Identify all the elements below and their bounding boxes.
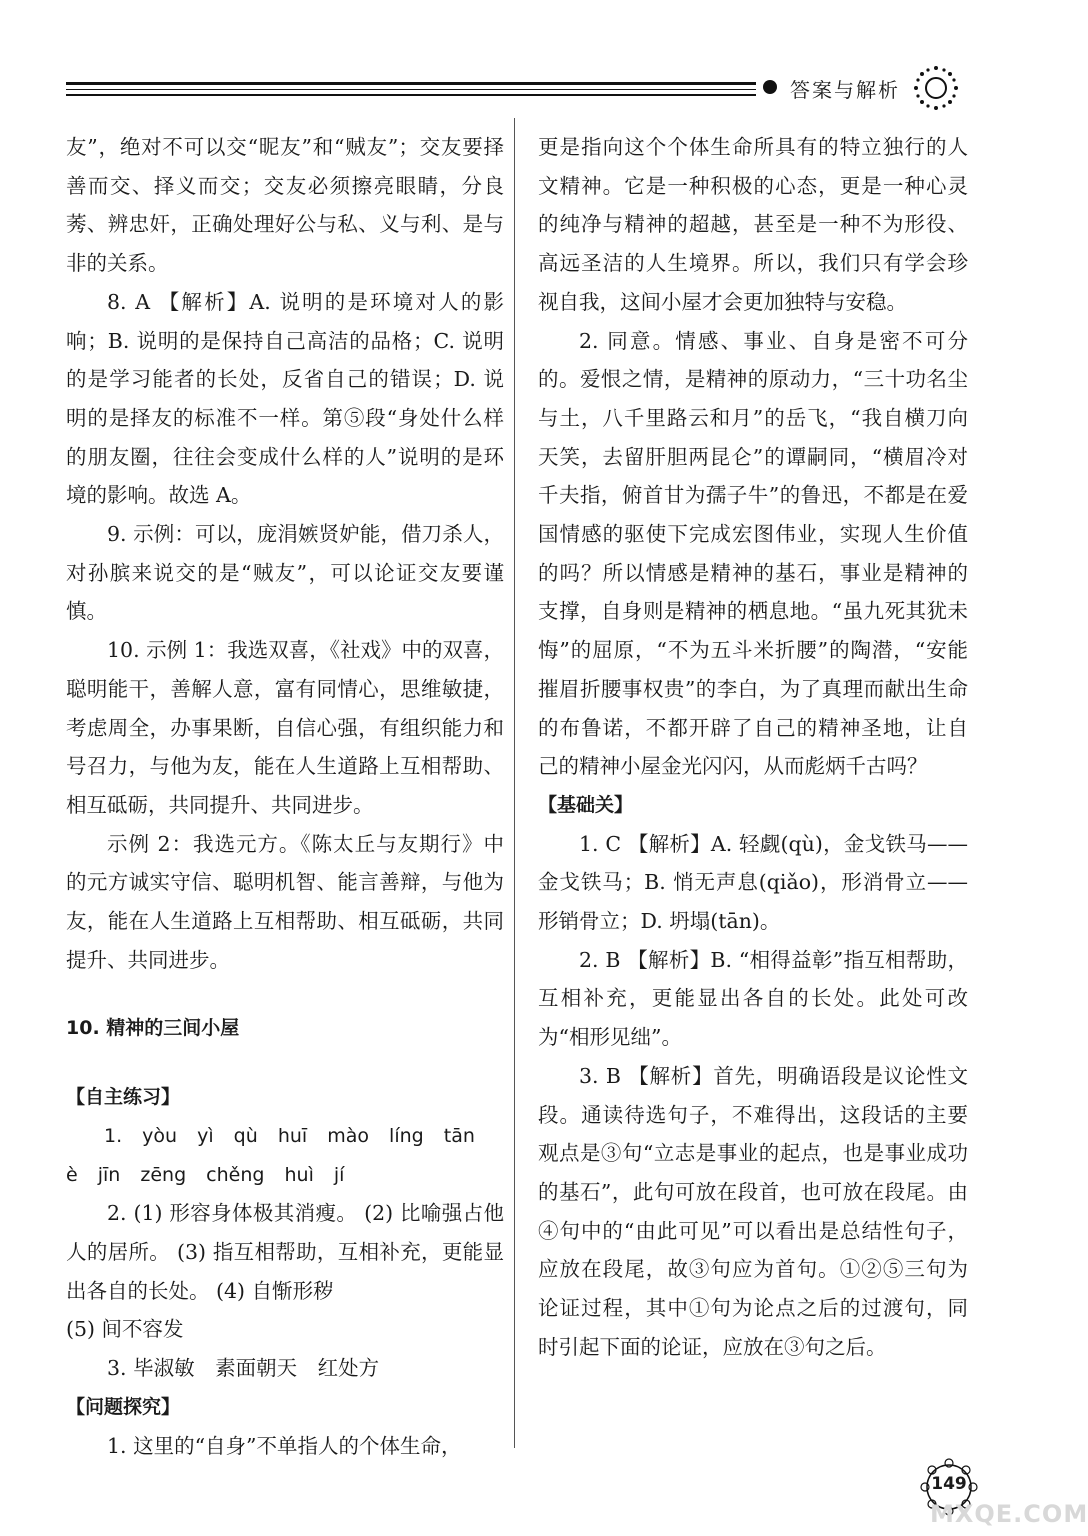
answer-9: 9. 示例：可以，庞涓嫉贤妒能，借刀杀人，对孙膑来说交的是“贼友”，可以论证交友要谨慎。 bbox=[66, 522, 504, 624]
basics-answer-1: 1. C 【解析】A. 轻觑(qù)，金戈铁马——金戈铁马；B. 悄无声息(qiǎo)，形消骨立——形销骨立；D. 坍塌(tān)。 bbox=[538, 831, 968, 934]
header-rule-bottom bbox=[66, 94, 756, 96]
answer-2-definitions: 2. (1) 形容身体极其消瘦。 (2) 比喻强占他人的居所。 (3) 指互相帮助，互相补充，更能显出各自的长处。 (4) 自惭形秽 bbox=[66, 1201, 504, 1303]
pinyin-line-1: 1. yòu yì qù huī mào líng tān bbox=[104, 1124, 475, 1147]
answer-10-example-2: 示例 2：我选元方。《陈太丘与友期行》中的元方诚实守信、聪明机智、能言善辩，与他为友，能在人生道路上互相帮助、相互砥砺，共同提升、共同进步。 bbox=[66, 831, 504, 972]
section-title: 10. 精神的三间小屋 bbox=[66, 1017, 240, 1040]
header-rule-top bbox=[66, 82, 756, 85]
answer-2-item-5: (5) 间不容发 bbox=[66, 1317, 184, 1342]
pinyin-line-2: è jīn zēng chěng huì jí bbox=[66, 1163, 345, 1186]
sunburst-ornament-icon bbox=[910, 62, 962, 114]
answer-10-example-1: 10. 示例 1：我选双喜，《社戏》中的双喜，聪明能干，善解人意，富有同情心，思维敏捷，考虑周全，办事果断，自信心强，有组织能力和号召力，与他为友，能在人生道路上互相帮助、相互砥砺，共同提升、共同进步。 bbox=[66, 638, 504, 817]
basics-answer-3: 3. B 【解析】首先，明确语段是议论性文段。通读待选句子，不难得出，这段话的主要观点是③句“立志是事业的起点，也是事业成功的基石”，此句可放在段首，也可放在段尾。由④句中的“由此可见”可以看出是总结性句子，应放在段尾，故③句应为首句。①②⑤三句为论证过程，其中①句为论点之后的过渡句，同时引起下面的论证，应放在③句之后。 bbox=[538, 1063, 968, 1359]
section-tag-inquiry: 【问题探究】 bbox=[66, 1395, 181, 1418]
watermark-logo: MXQE.COM bbox=[930, 1500, 1088, 1528]
page-number: 149 bbox=[931, 1474, 967, 1494]
inquiry-answer-1-cont: 更是指向这个个体生命所具有的特立独行的人文精神。它是一种积极的心态，更是一种心灵的纯净与精神的超越，甚至是一种不为形役、高远圣洁的人生境界。所以，我们只有学会珍视自我，这间小屋才会更加独特与安稳。 bbox=[538, 135, 968, 314]
inquiry-answer-2: 2. 同意。情感、事业、自身是密不可分的。爱恨之情，是精神的原动力，“三十功名尘与土，八千里路云和月”的岳飞，“我自横刀向天笑，去留肝胆两昆仑”的谭嗣同，“横眉冷对千夫指，俯首甘为孺子牛”的鲁迅，不都是在爱国情感的驱使下完成宏图伟业，实现人生价值的吗？所以情感是精神的基石，事业是精神的支撑，自身则是精神的栖息地。“虽九死其犹未悔”的屈原，“不为五斗米折腰”的陶潜，“安能摧眉折腰事权贵”的李白，为了真理而献出生命的布鲁诺，不都开辟了自己的精神圣地，让自己的精神小屋金光闪闪，从而彪炳千古吗？ bbox=[538, 328, 968, 779]
header-rule-mid bbox=[66, 89, 756, 90]
column-divider bbox=[514, 118, 515, 1448]
section-tag-basics: 【基础关】 bbox=[538, 793, 634, 816]
header-title: 答案与解析 bbox=[790, 78, 900, 102]
basics-answer-2: 2. B 【解析】B. “相得益彰”指互相帮助，互相补充，更能显出各自的长处。此处可改为“相形见绌”。 bbox=[538, 947, 968, 1050]
header-dot-icon bbox=[763, 80, 777, 94]
right-column bbox=[538, 128, 968, 1367]
section-tag-self-practice: 【自主练习】 bbox=[66, 1086, 181, 1109]
inquiry-answer-1: 1. 这里的“自身”不单指人的个体生命， bbox=[107, 1433, 462, 1458]
left-column bbox=[66, 128, 504, 1465]
answer-3: 3. 毕淑敏 素面朝天 红处方 bbox=[107, 1356, 380, 1381]
answer-8: 8. A 【解析】A. 说明的是环境对人的影响；B. 说明的是保持自己高洁的品格；C. 说明的是学习能者的长处，反省自己的错误；D. 说明的是择友的标准不一样。第⑤段“身处什么样的朋友圈，往往会变成什么样的人”说明的是环境的影响。故选 A。 bbox=[66, 289, 504, 508]
answer-paragraph: 友”，绝对不可以交“昵友”和“贼友”；交友要择善而交、择义而交；交友必须擦亮眼睛，分良莠、辨忠奸，正确处理好公与私、义与利、是与非的关系。 bbox=[66, 135, 504, 276]
